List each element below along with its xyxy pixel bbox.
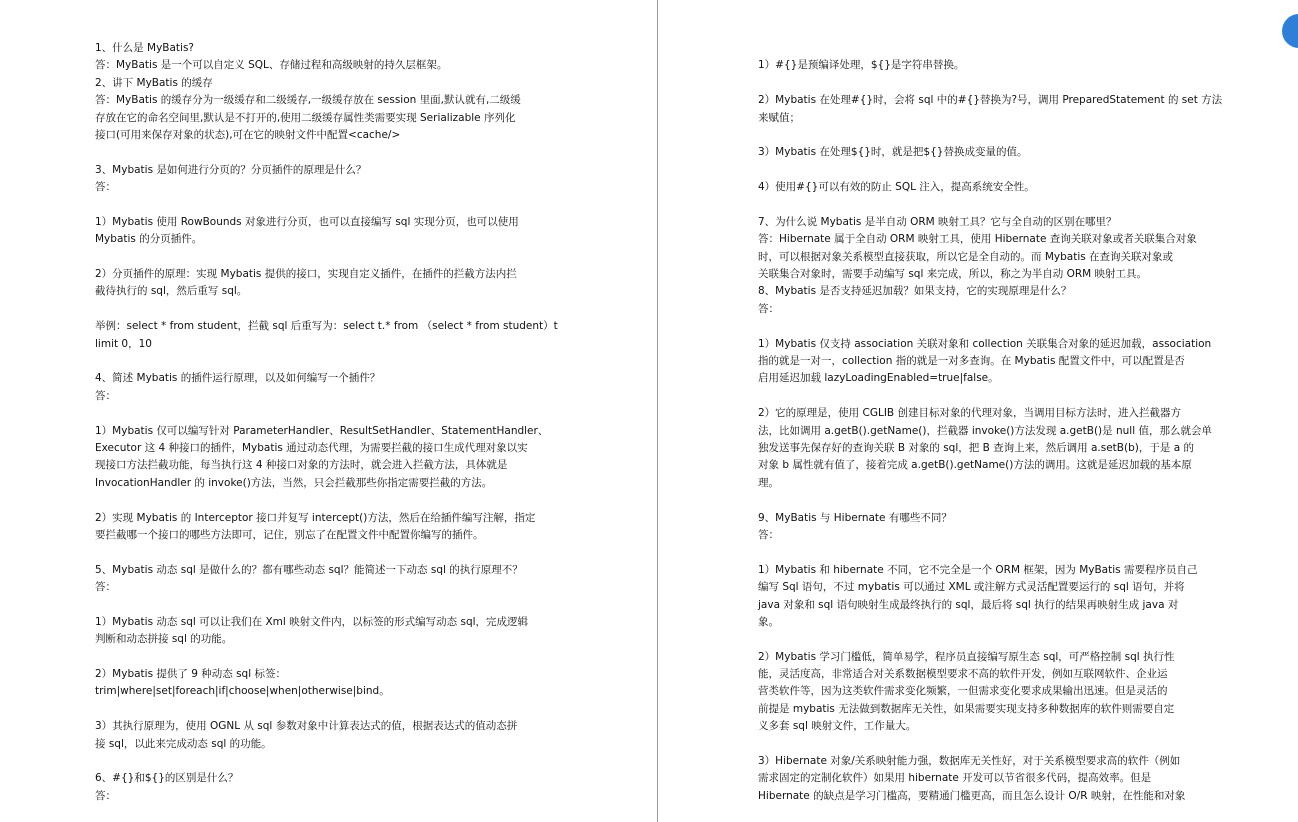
text-line: 答： <box>758 302 779 315</box>
text-line: 3）其执行原理为，使用 OGNL 从 sql 参数对象中计算表达式的值，根据表达式的值动态拼 <box>95 720 518 733</box>
text-line: 答： <box>95 389 116 402</box>
text-line: 2）实现 Mybatis 的 Interceptor 接口并复写 intercept()方法，然后在给插件编写注解，指定 <box>95 511 536 524</box>
text-line: 截待执行的 sql，然后重写 sql。 <box>95 285 248 298</box>
text-line: 前提是 mybatis 无法做到数据库无关性，如果需要实现支持多种数据库的软件则需要自定 <box>758 702 1175 715</box>
text-line: java 对象和 sql 语句映射生成最终执行的 sql，最后将 sql 执行的结果再映射生成 java 对 <box>758 598 1179 611</box>
text-line: trim|where|set|foreach|if|choose|when|otherwise|bind。 <box>95 685 390 698</box>
text-line: 存放在它的命名空间里,默认是不打开的,使用二级缓存属性类需要实现 Serializable 序列化 <box>95 111 516 124</box>
text-line: 1）Mybatis 动态 sql 可以让我们在 Xml 映射文件内，以标签的形式编写动态 sql，完成逻辑 <box>95 615 529 628</box>
text-line: 2、讲下 MyBatis 的缓存 <box>95 76 213 89</box>
text-line <box>95 492 555 509</box>
text-line <box>95 301 555 318</box>
text-line <box>758 736 1228 753</box>
text-line: 要拦截哪一个接口的哪些方法即可，记住，别忘了在配置文件中配置你编写的插件。 <box>95 528 484 541</box>
text-line <box>95 753 555 770</box>
text-line <box>758 318 1228 335</box>
text-line: 8、Mybatis 是否支持延迟加载？如果支持，它的实现原理是什么？ <box>758 285 1072 298</box>
text-line <box>758 631 1228 648</box>
text-line <box>95 701 555 718</box>
text-line <box>758 544 1228 561</box>
text-line: 对象 b 属性就有值了，接着完成 a.getB().getName()方法的调用。这就是延迟加载的基本原 <box>758 459 1192 472</box>
text-line: 义多套 sql 映射文件，工作量大。 <box>758 720 917 733</box>
right-page <box>658 0 1298 822</box>
text-line: 答：Hibernate 属于全自动 ORM 映射工具，使用 Hibernate 查询关联对象或者关联集合对象 <box>758 233 1197 246</box>
text-line <box>95 197 555 214</box>
text-line: 举例：select * from student，拦截 sql 后重写为：select t.* from （select * from student）t <box>95 320 558 333</box>
text-line: 来赋值； <box>758 111 800 124</box>
text-line: 4、简述 Mybatis 的插件运行原理，以及如何编写一个插件？ <box>95 372 381 385</box>
text-line: 时，可以根据对象关系模型直接获取，所以它是全自动的。而 Mybatis 在查询关联对象或 <box>758 250 1174 263</box>
text-line <box>758 162 1228 179</box>
text-line <box>758 197 1228 214</box>
text-line: Mybatis 的分页插件。 <box>95 233 203 246</box>
text-line: 关联集合对象时，需要手动编写 sql 来完成，所以，称之为半自动 ORM 映射工具。 <box>758 268 1148 281</box>
text-line: Executor 这 4 种接口的插件，Mybatis 通过动态代理，为需要拦截的接口生成代理对象以实 <box>95 441 528 454</box>
text-line: 接 sql，以此来完成动态 sql 的功能。 <box>95 737 272 750</box>
corner-badge-icon[interactable] <box>1282 14 1298 48</box>
text-line: 需求固定的定制化软件）如果用 hibernate 开发可以节省很多代码，提高效率。但是 <box>758 772 1152 785</box>
text-line: 象。 <box>758 615 779 628</box>
text-line: 1）Mybatis 仅支持 association 关联对象和 collection 关联集合对象的延迟加载，association <box>758 337 1212 350</box>
text-line <box>95 249 555 266</box>
text-line: 3、Mybatis 是如何进行分页的？分页插件的原理是什么？ <box>95 163 367 176</box>
text-line: 1）Mybatis 和 hibernate 不同，它不完全是一个 ORM 框架，因为 MyBatis 需要程序员自己 <box>758 563 1198 576</box>
text-line <box>95 353 555 370</box>
text-line: 1、什么是 MyBatis? <box>95 42 195 54</box>
text-line: 能，灵活度高，非常适合对关系数据模型要求不高的软件开发，例如互联网软件、企业运 <box>758 668 1168 681</box>
text-line <box>758 40 1228 57</box>
text-line: 4）使用#{}可以有效的防止 SQL 注入，提高系统安全性。 <box>758 181 1035 194</box>
text-line: 法，比如调用 a.getB().getName()，拦截器 invoke()方法发现 a.getB()是 null 值，那么就会单 <box>758 424 1212 437</box>
text-line: 2）Mybatis 学习门槛低，简单易学，程序员直接编写原生态 sql，可严格控制 sql 执行性 <box>758 650 1175 663</box>
text-line <box>758 492 1228 509</box>
text-line: 1）Mybatis 使用 RowBounds 对象进行分页，也可以直接编写 sql 实现分页，也可以使用 <box>95 215 519 228</box>
text-line <box>758 388 1228 405</box>
text-line: 2）它的原理是，使用 CGLIB 创建目标对象的代理对象，当调用目标方法时，进入拦截器方 <box>758 407 1181 420</box>
text-line: 3）Mybatis 在处理${}时，就是把${}替换成变量的值。 <box>758 146 1028 159</box>
text-line: 答： <box>95 181 116 194</box>
text-line: 答： <box>758 528 779 541</box>
text-line: 指的就是一对一，collection 指的就是一对多查询。在 Mybatis 配置文件中，可以配置是否 <box>758 355 1185 368</box>
text-line <box>95 405 555 422</box>
text-line: 接口(可用来保存对象的状态),可在它的映射文件中配置<cache/> <box>95 128 401 141</box>
text-line <box>758 75 1228 92</box>
text-line: 2）分页插件的原理：实现 Mybatis 提供的接口，实现自定义插件，在插件的拦截方法内拦 <box>95 268 517 281</box>
right-page-text <box>758 40 1228 805</box>
text-line: 现接口方法拦截功能，每当执行这 4 种接口对象的方法时，就会进入拦截方法，具体就是 <box>95 459 508 472</box>
left-page-text <box>95 40 558 805</box>
text-line: 6、#{}和${}的区别是什么？ <box>95 772 239 785</box>
text-line <box>95 544 555 561</box>
text-line: 1）#{}是预编译处理，${}是字符串替换。 <box>758 59 965 72</box>
text-line <box>95 144 555 161</box>
text-line: 答：MyBatis 的缓存分为一级缓存和二级缓存,一级缓存放在 session 里面,默认就有,二级缓 <box>95 94 521 107</box>
text-line: 理。 <box>758 476 779 489</box>
text-line: 判断和动态拼接 sql 的功能。 <box>95 633 233 646</box>
text-line: 营类软件等，因为这类软件需求变化频繁，一但需求变化要求成果输出迅速。但是灵活的 <box>758 685 1168 698</box>
text-line <box>758 127 1228 144</box>
text-line: 答： <box>95 581 116 594</box>
text-line: 启用延迟加载 lazyLoadingEnabled=true|false。 <box>758 372 999 385</box>
text-line: 1）Mybatis 仅可以编写针对 ParameterHandler、ResultSetHandler、StatementHandler、 <box>95 424 549 437</box>
text-line: 答：MyBatis 是一个可以自定义 SQL、存储过程和高级映射的持久层框架。 <box>95 59 448 72</box>
text-line: 答： <box>95 789 116 802</box>
text-line: limit 0，10 <box>95 337 152 350</box>
text-line: 7、为什么说 Mybatis 是半自动 ORM 映射工具？它与全自动的区别在哪里？ <box>758 215 1117 228</box>
text-line: 5、Mybatis 动态 sql 是做什么的？都有哪些动态 sql？能简述一下动态 sql 的执行原理不？ <box>95 563 523 576</box>
text-line: 2）Mybatis 在处理#{}时，会将 sql 中的#{}替换为?号，调用 PreparedStatement 的 set 方法 <box>758 94 1223 107</box>
text-line: 3）Hibernate 对象/关系映射能力强，数据库无关性好，对于关系模型要求高的软件（例如 <box>758 755 1181 768</box>
text-line: 9、MyBatis 与 Hibernate 有哪些不同？ <box>758 511 952 524</box>
text-line: 编写 Sql 语句，不过 mybatis 可以通过 XML 或注解方式灵活配置要运行的 sql 语句，并将 <box>758 581 1185 594</box>
text-line: Hibernate 的缺点是学习门槛高，要精通门槛更高，而且怎么设计 O/R 映射，在性能和对象 <box>758 789 1186 802</box>
text-line <box>95 649 555 666</box>
text-line: InvocationHandler 的 invoke()方法，当然，只会拦截那些你指定需要拦截的方法。 <box>95 476 493 489</box>
text-line <box>95 597 555 614</box>
text-line: 独发送事先保存好的查询关联 B 对象的 sql，把 B 查询上来，然后调用 a.setB(b)，于是 a 的 <box>758 441 1194 454</box>
text-line: 2）Mybatis 提供了 9 种动态 sql 标签： <box>95 668 286 681</box>
